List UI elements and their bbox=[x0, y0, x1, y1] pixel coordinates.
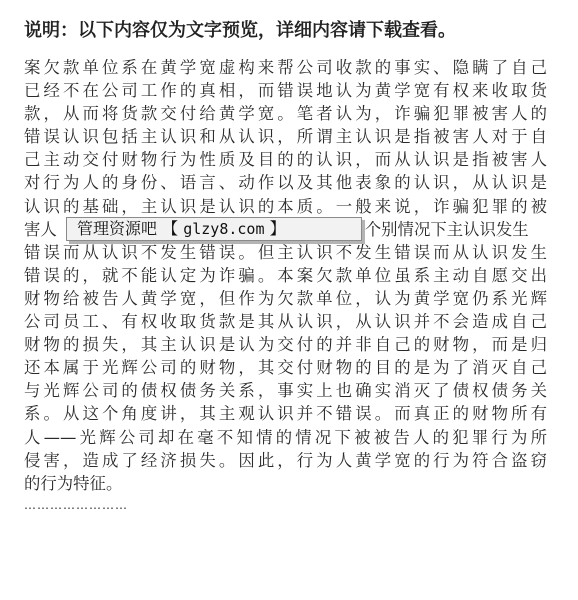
watermark-open-bracket: 【 bbox=[162, 218, 179, 238]
text-line-start: 害人 bbox=[24, 219, 57, 239]
text-line: 错误而从认识不发生错误。但主认识不发生错误而从认识发生 bbox=[24, 242, 547, 262]
text-line: 财物给被告人黄学宽，但作为欠款单位，认为黄学宽仍系光辉 bbox=[24, 288, 547, 308]
text-line: 财物的损失，其主认识是认为交付的并非自己的财物，而是归 bbox=[24, 335, 547, 355]
text-line: 的行为特征。 bbox=[24, 473, 123, 493]
watermark-domain: glzy8.com bbox=[183, 219, 265, 238]
preview-notice: 说明：以下内容仅为文字预览，详细内容请下载查看。 bbox=[24, 20, 456, 41]
text-line: 错误的，就不能认定为诈骗。本案欠款单位虽系主动自愿交出 bbox=[24, 265, 547, 285]
text-line: 案欠款单位系在黄学宽虚构来帮公司收款的事实、隐瞒了自己 bbox=[24, 58, 547, 77]
text-line: 认识的基础，主认识是认识的本质。一般来说，诈骗犯罪的被 bbox=[24, 196, 547, 216]
text-line: 款，从而将货款交付给黄学宽。笔者认为，诈骗犯罪被害人的 bbox=[24, 104, 547, 124]
text-line: 还本属于光辉公司的财物，其交付财物的目的是为了消灭自己 bbox=[24, 358, 547, 378]
text-line: 错误认识包括主认识和从认识，所谓主认识是指被害人对于自 bbox=[24, 127, 547, 147]
text-line: 己主动交付财物行为性质及目的的认识，而从认识是指被害人 bbox=[24, 150, 547, 170]
document-body bbox=[24, 56, 547, 512]
text-line: 对行为人的身份、语言、动作以及其他表象的认识，从认识是 bbox=[24, 173, 547, 193]
watermark-label: 管理资源吧 bbox=[77, 218, 158, 238]
text-line: 与光辉公司的债权债务关系，事实上也确实消灭了债权债务关 bbox=[24, 381, 547, 401]
text-line: 公司员工、有权收取货款是其从认识，从认识并不会造成自己 bbox=[24, 312, 547, 332]
continuation-dots: …………………… bbox=[24, 497, 128, 512]
text-line: 已经不在公司工作的真相，而错误地认为黄学宽有权来收取货 bbox=[24, 81, 547, 101]
text-line-end: 个别情况下主认识发生 bbox=[364, 219, 529, 239]
text-line: 人——光辉公司却在毫不知情的情况下被被告人的犯罪行为所 bbox=[24, 427, 547, 447]
watermark-close-bracket: 】 bbox=[269, 218, 286, 238]
text-line: 侵害，造成了经济损失。因此，行为人黄学宽的行为符合盗窃 bbox=[24, 450, 547, 470]
watermark-banner bbox=[66, 217, 362, 241]
text-line: 系。从这个角度讲，其主观认识并不错误。而真正的财物所有 bbox=[24, 404, 547, 424]
watermark-row bbox=[24, 218, 547, 241]
